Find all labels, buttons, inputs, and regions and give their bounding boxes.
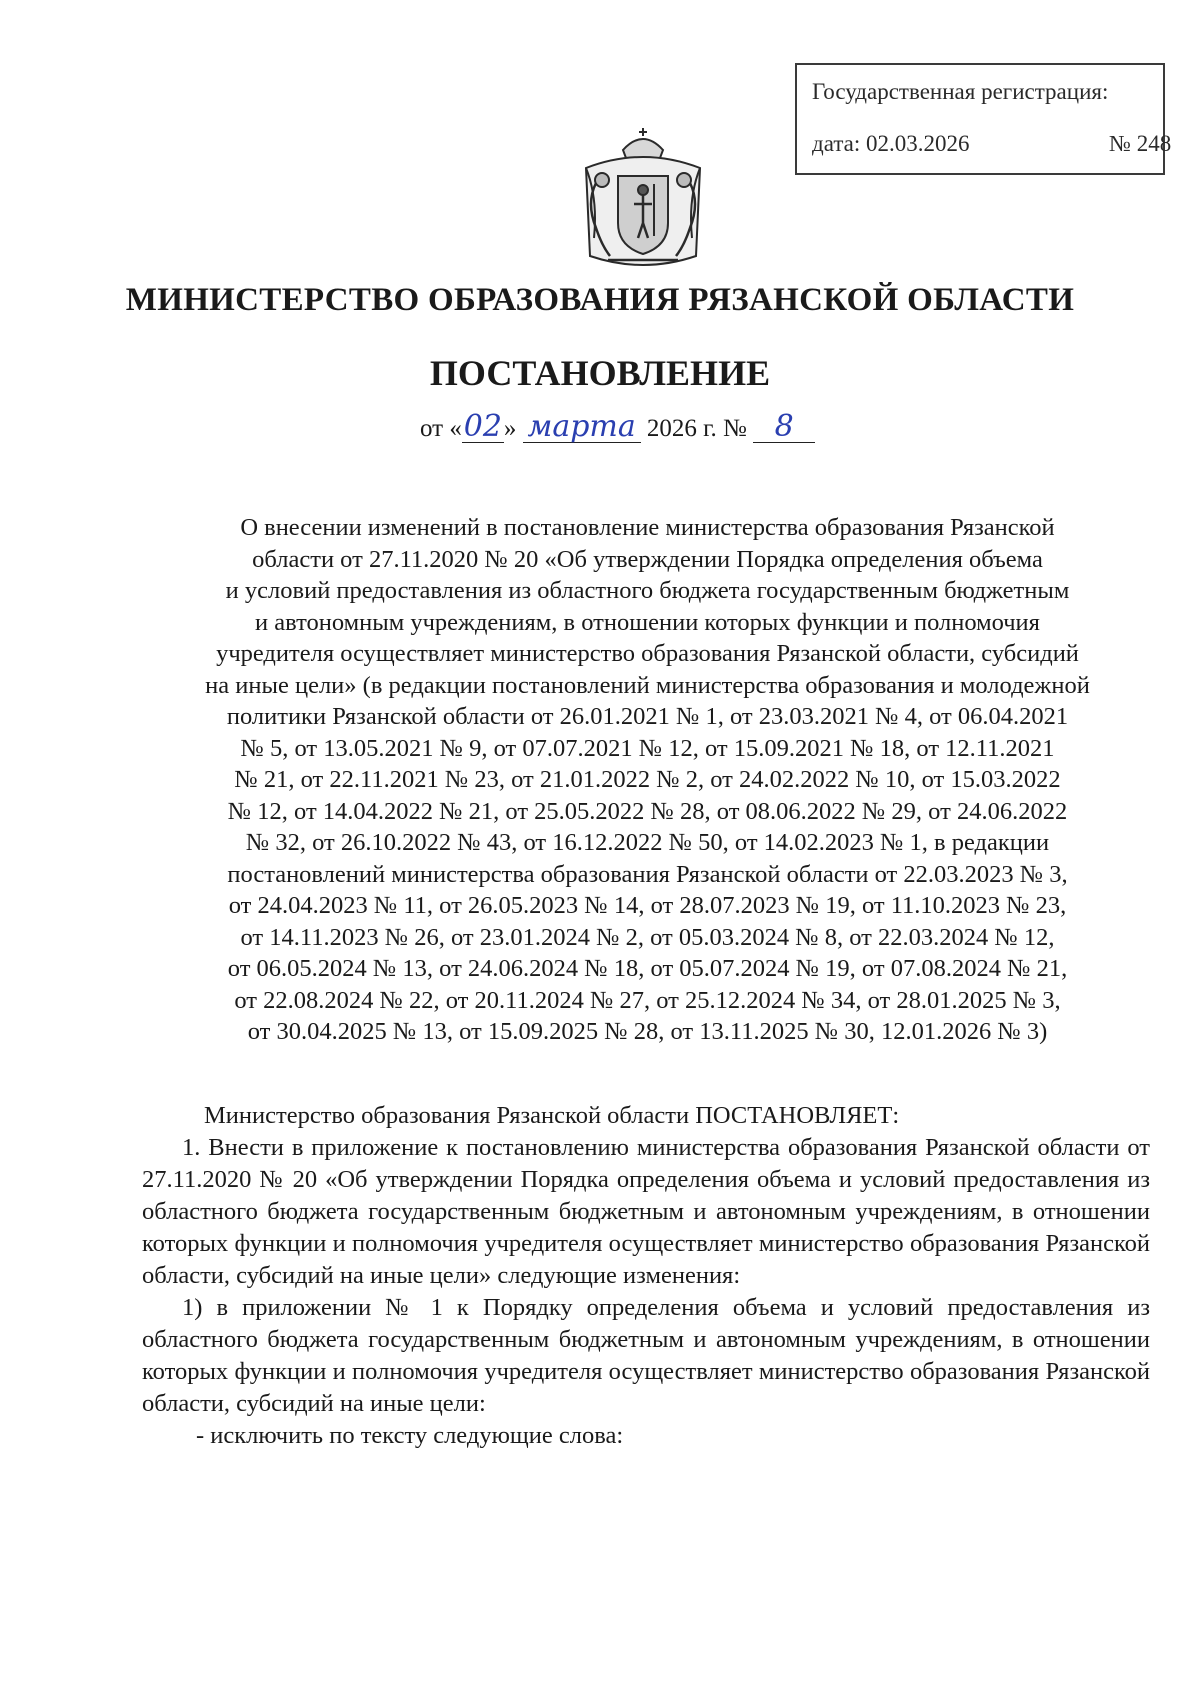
- date-year: 2026 г. №: [646, 415, 747, 442]
- coat-of-arms-icon: [568, 128, 718, 278]
- date-quote-close: »: [503, 415, 517, 442]
- title-line: области от 27.11.2020 № 20 «Об утверждении Порядка определения объема: [252, 545, 1043, 573]
- title-line: и условий предоставления из областного бюджета государственным бюджетным: [225, 577, 1070, 604]
- title-line: № 12, от 14.04.2022 № 21, от 25.05.2022 № 28, от 08.06.2022 № 29, от 24.06.2022: [227, 797, 1068, 825]
- title-line: № 21, от 22.11.2021 № 23, от 21.01.2022 № 2, от 24.02.2022 № 10, от 15.03.2022: [234, 766, 1061, 793]
- title-line: от 30.04.2025 № 13, от 15.09.2025 № 28, от 13.11.2025 № 30, 12.01.2026 № 3): [247, 1018, 1048, 1045]
- document-body: [142, 1100, 1150, 1452]
- title-line: постановлений министерства образования Рязанской области от 22.03.2023 № 3,: [227, 860, 1068, 888]
- registration-number: № 248: [1109, 131, 1172, 156]
- title-line: № 32, от 26.10.2022 № 43, от 16.12.2022 № 50, от 14.02.2023 № 1, в редакции: [245, 829, 1050, 856]
- title-line: от 14.11.2023 № 26, от 23.01.2024 № 2, от 05.03.2024 № 8, от 22.03.2024 № 12,: [240, 923, 1055, 951]
- title-line: № 5, от 13.05.2021 № 9, от 07.07.2021 № 12, от 15.09.2021 № 18, от 12.11.2021: [240, 734, 1055, 762]
- date-month: марта: [523, 412, 641, 443]
- document-type: ПОСТАНОВЛЕНИЕ: [429, 353, 771, 393]
- title-line: и автономным учреждениям, в отношении которых функции и полномочия: [255, 608, 1040, 636]
- item-1: 1. Внести в приложение к постановлению министерства образования Рязанской области от 27.11.2020 № 20 «Об утверждении Порядка определения объема и условий предоставления из областного бюджета государственным бюджетным и автономным учреждениям, в отношении которых функции и полномочия учредителя осуществляет министерство образования Рязанской области, субсидий на иные цели» следующие изменения:: [142, 1134, 1150, 1289]
- document-title: [145, 512, 1150, 1048]
- title-line: учредителя осуществляет министерство образования Рязанской области, субсидий: [216, 640, 1079, 667]
- title-line: от 06.05.2024 № 13, от 24.06.2024 № 18, от 05.07.2024 № 19, от 07.08.2024 № 21,: [227, 955, 1068, 982]
- title-line: на иные цели» (в редакции постановлений министерства образования и молодежной: [205, 671, 1090, 699]
- registration-stamp: [795, 63, 1172, 175]
- dateline: [420, 409, 815, 444]
- registration-date: дата: 02.03.2026: [812, 131, 970, 156]
- decree-intro: Министерство образования Рязанской области ПОСТАНОВЛЯЕТ:: [204, 1102, 900, 1129]
- title-line: от 22.08.2024 № 22, от 20.11.2024 № 27, от 25.12.2024 № 34, от 28.01.2025 № 3,: [234, 986, 1061, 1014]
- subitem-1: 1) в приложении № 1 к Порядку определения объема и условий предоставления из областного бюджета государственным бюджетным и автономным учреждениям, в отношении которых функции и полномочия учредителя осуществляет министерство образования Рязанской области, субсидий на иные цели:: [142, 1294, 1150, 1417]
- date-prefix: от «: [420, 415, 462, 442]
- document-number: 8: [753, 412, 815, 443]
- dash-item: - исключить по тексту следующие слова:: [196, 1422, 624, 1449]
- title-line: политики Рязанской области от 26.01.2021 № 1, от 23.03.2021 № 4, от 06.04.2021: [226, 703, 1069, 730]
- registration-heading: Государственная регистрация:: [812, 79, 1109, 104]
- title-line: от 24.04.2023 № 11, от 26.05.2023 № 14, от 28.07.2023 № 19, от 11.10.2023 № 23,: [228, 892, 1067, 919]
- ministry-name: МИНИСТЕРСТВО ОБРАЗОВАНИЯ РЯЗАНСКОЙ ОБЛАСТИ: [125, 282, 1075, 318]
- date-day: 02: [463, 409, 502, 444]
- registration-date-line: [812, 131, 1172, 157]
- title-line: О внесении изменений в постановление министерства образования Рязанской: [240, 514, 1055, 541]
